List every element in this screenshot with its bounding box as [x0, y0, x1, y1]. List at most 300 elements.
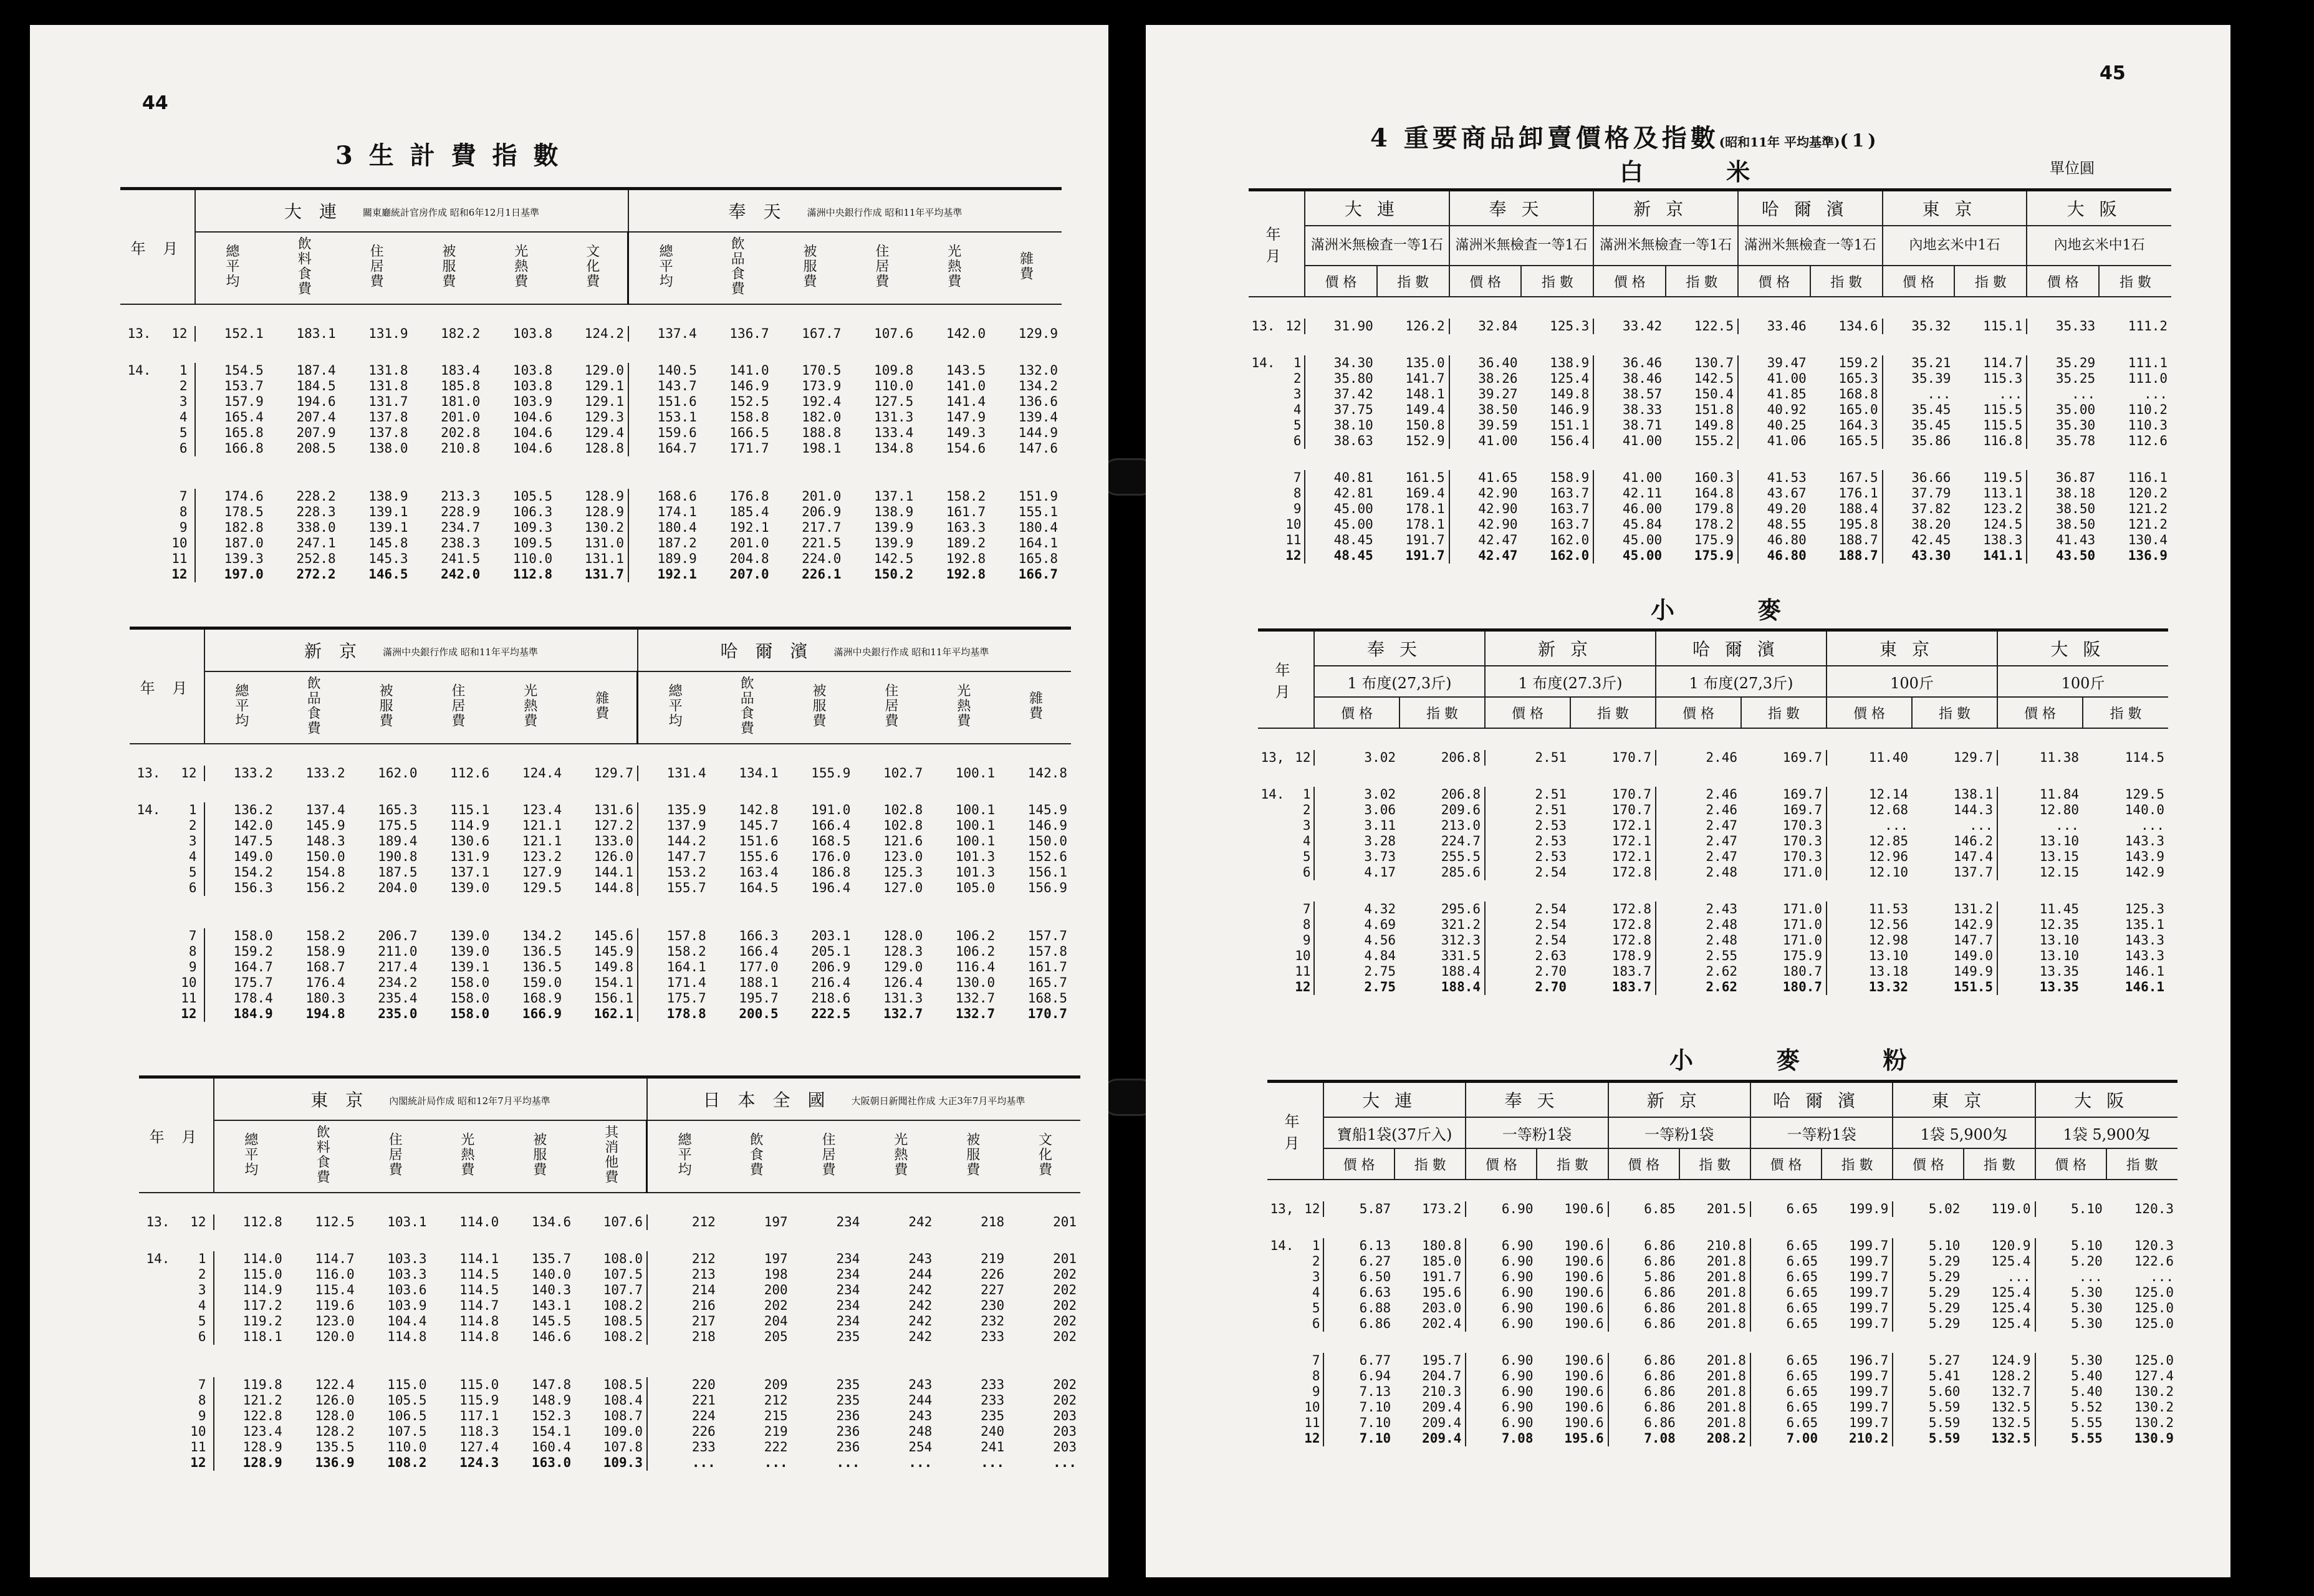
- index-cell: 122.6: [2134, 1254, 2174, 1269]
- price-cell: 12.80: [1997, 802, 2083, 818]
- value-cell: 207.9: [296, 425, 336, 440]
- index-cell: 331.5: [1441, 948, 1481, 963]
- price-cell: 46.80: [1738, 532, 1810, 548]
- index-cell: 190.6: [1564, 1238, 1604, 1253]
- table-row: [120, 363, 1062, 378]
- index-cell: 130.7: [1694, 355, 1734, 370]
- price-header: 價 格: [1893, 1148, 1964, 1180]
- value-cell: 144.2: [638, 834, 710, 849]
- unit-header: 內地玄米中1石: [1883, 226, 2027, 266]
- year-month-cell: [1267, 1316, 1323, 1332]
- value-cell: 107.5: [603, 1267, 643, 1282]
- year-month-cell: [120, 567, 195, 582]
- city-name: 東京: [310, 1090, 381, 1110]
- year-month-header: 年 月: [130, 628, 204, 744]
- index-cell: 138.1: [1953, 787, 1993, 802]
- year-month-cell: [1249, 371, 1305, 387]
- price-cell: 12.10: [1827, 865, 1912, 880]
- table-row: [130, 959, 1071, 975]
- index-cell: 195.7: [1422, 1353, 1462, 1368]
- city-header: 奉天: [1466, 1082, 1608, 1118]
- value-cell: 186.8: [811, 865, 851, 880]
- month-cell: 12: [181, 766, 197, 781]
- value-cell: 195.7: [739, 991, 779, 1006]
- value-cell: 131.1: [584, 551, 624, 566]
- column-header: [999, 671, 1071, 744]
- table-row: [1267, 1238, 2177, 1254]
- value-cell: 234.2: [378, 975, 418, 990]
- value-cell: 127.9: [522, 865, 562, 880]
- value-cell: 127.0: [883, 880, 923, 895]
- year-month-cell: [120, 378, 195, 394]
- price-cell: 5.29: [1893, 1300, 1964, 1316]
- value-cell: 192.1: [628, 567, 701, 582]
- value-cell: 166.4: [811, 818, 851, 833]
- price-cell: 2.48: [1656, 865, 1741, 880]
- value-cell: 112.8: [214, 1214, 286, 1230]
- value-cell: 168.7: [305, 959, 345, 974]
- index-header: 指 數: [2083, 697, 2168, 728]
- year-month-cell: [1249, 418, 1305, 433]
- value-cell: 142.0: [204, 818, 277, 834]
- value-cell: 129.7: [593, 766, 633, 781]
- year-cell: 13,: [1260, 750, 1285, 765]
- column-header: [286, 1120, 358, 1193]
- table-row: [1267, 1269, 2177, 1285]
- price-cell: 5.29: [1893, 1269, 1964, 1285]
- year-month-cell: [130, 849, 204, 865]
- value-cell: 151.9: [1018, 489, 1058, 504]
- price-header: 價 格: [1593, 266, 1666, 297]
- value-cell: 166.9: [522, 1006, 562, 1021]
- value-cell: 242: [908, 1282, 933, 1297]
- value-cell: 144.1: [593, 865, 633, 880]
- year-cell: 14.: [146, 1251, 170, 1266]
- value-cell: 119.8: [214, 1377, 286, 1393]
- value-cell: 187.2: [628, 536, 701, 551]
- index-cell: 175.9: [1694, 532, 1734, 547]
- value-cell: 211.0: [378, 944, 418, 959]
- month-cell: 7: [1302, 901, 1311, 916]
- year-month-cell: [1258, 802, 1314, 818]
- month-cell: 6: [198, 1329, 206, 1344]
- index-cell: 191.7: [1405, 532, 1445, 547]
- value-cell: 105.0: [955, 880, 996, 895]
- index-cell: 130.9: [2134, 1431, 2174, 1446]
- index-cell: 149.0: [1953, 948, 1993, 963]
- price-cell: 6.77: [1323, 1353, 1395, 1368]
- value-cell: 200: [764, 1282, 788, 1297]
- value-cell: 137.9: [638, 818, 710, 834]
- price-header: 價 格: [1827, 697, 1912, 728]
- price-cell: 6.27: [1323, 1254, 1395, 1269]
- price-cell: 5.30: [2035, 1300, 2106, 1316]
- index-cell: 170.7: [1611, 787, 1651, 802]
- month-cell: 6: [179, 441, 188, 456]
- month-cell: 5: [1293, 418, 1302, 433]
- value-cell: 159.6: [628, 425, 701, 441]
- index-cell: ...: [1999, 387, 2023, 401]
- column-header: [484, 232, 556, 304]
- value-cell: 240: [981, 1424, 1005, 1439]
- value-cell: 226.1: [802, 567, 842, 582]
- value-cell: 191.0: [811, 802, 851, 817]
- table-row: [130, 865, 1071, 880]
- value-cell: 242: [908, 1329, 933, 1344]
- value-cell: 174.1: [628, 504, 701, 520]
- column-label: 住居費: [882, 683, 898, 728]
- city-header: 大連: [1323, 1082, 1466, 1118]
- price-cell: 45.00: [1305, 517, 1377, 532]
- index-cell: 190.6: [1564, 1384, 1604, 1399]
- value-cell: ...: [647, 1455, 719, 1471]
- price-cell: 7.10: [1323, 1415, 1395, 1431]
- unit-header: 1袋 5,900匁: [2035, 1117, 2177, 1148]
- index-cell: 132.5: [1991, 1415, 2031, 1430]
- index-cell: 147.4: [1953, 849, 1993, 864]
- value-cell: 100.1: [955, 834, 996, 848]
- year-month-cell: [120, 536, 195, 551]
- price-cell: 6.86: [1323, 1316, 1395, 1332]
- index-cell: 169.7: [1782, 787, 1822, 802]
- value-cell: 149.3: [946, 425, 986, 440]
- value-cell: 168.9: [522, 991, 562, 1006]
- price-cell: 6.86: [1608, 1368, 1679, 1384]
- year-month-cell: [120, 326, 195, 342]
- index-cell: 201.8: [1706, 1353, 1746, 1368]
- value-cell: 108.2: [603, 1329, 643, 1344]
- index-cell: 113.1: [1983, 486, 2023, 501]
- value-cell: 166.3: [739, 928, 779, 943]
- value-cell: 121.1: [522, 834, 562, 848]
- index-cell: 175.9: [1694, 548, 1734, 563]
- price-cell: 6.85: [1608, 1201, 1679, 1217]
- table-row: [1267, 1415, 2177, 1431]
- value-cell: 135.7: [531, 1251, 572, 1266]
- value-cell: 158.0: [450, 991, 490, 1006]
- unit-header: 1袋 5,900匁: [1893, 1117, 2035, 1148]
- index-cell: 149.4: [1405, 402, 1445, 417]
- value-cell: 244: [908, 1267, 933, 1282]
- price-cell: 42.47: [1449, 548, 1522, 564]
- value-cell: 218: [647, 1329, 719, 1345]
- index-cell: 130.2: [2134, 1384, 2174, 1399]
- column-label: 總平均: [223, 244, 239, 289]
- value-cell: 102.8: [883, 802, 923, 817]
- table-row: [1249, 371, 2171, 387]
- value-cell: 126.4: [883, 975, 923, 990]
- value-cell: 165.3: [378, 802, 418, 817]
- index-cell: 132.5: [1991, 1431, 2031, 1446]
- value-cell: 189.2: [946, 536, 986, 550]
- price-cell: 6.90: [1466, 1368, 1537, 1384]
- column-header: [277, 671, 349, 744]
- price-cell: 3.28: [1314, 834, 1399, 849]
- index-cell: 168.8: [1838, 387, 1878, 401]
- index-cell: 125.0: [2134, 1285, 2174, 1300]
- index-cell: 201.8: [1706, 1400, 1746, 1415]
- value-cell: 192.8: [946, 551, 986, 566]
- year-month-header: 年 月: [139, 1077, 214, 1193]
- price-cell: 38.26: [1449, 371, 1522, 387]
- month-cell: 11: [171, 551, 188, 566]
- year-month-header: 年 月: [1258, 630, 1314, 729]
- price-cell: 5.27: [1893, 1353, 1964, 1368]
- price-cell: 46.80: [1738, 548, 1810, 564]
- table-row: [1258, 750, 2168, 766]
- value-cell: 178.5: [195, 504, 267, 520]
- value-cell: 213: [647, 1267, 719, 1282]
- value-cell: 220: [647, 1377, 719, 1393]
- month-cell: 2: [1312, 1254, 1320, 1269]
- month-cell: 10: [171, 536, 188, 550]
- column-header: [638, 671, 710, 744]
- value-cell: 168.5: [1027, 991, 1067, 1006]
- value-cell: 156.9: [1027, 880, 1067, 895]
- price-cell: 48.45: [1305, 548, 1377, 564]
- left-page: [30, 25, 1108, 1577]
- value-cell: 160.4: [531, 1440, 572, 1454]
- index-cell: 147.7: [1953, 933, 1993, 948]
- index-cell: 209.4: [1422, 1415, 1462, 1430]
- column-header: [358, 1120, 431, 1193]
- value-cell: 202: [1053, 1329, 1077, 1344]
- index-cell: 162.0: [1550, 548, 1590, 563]
- value-cell: 109.8: [874, 363, 914, 378]
- column-label: 被服費: [964, 1132, 980, 1177]
- table-row: [1258, 948, 2168, 964]
- price-cell: 42.90: [1449, 501, 1522, 517]
- value-cell: 235: [836, 1377, 860, 1392]
- index-cell: 123.2: [1983, 501, 2023, 516]
- value-cell: 170.7: [1027, 1006, 1067, 1021]
- value-cell: 202: [1053, 1282, 1077, 1297]
- value-cell: 163.0: [531, 1455, 572, 1470]
- index-cell: 151.1: [1550, 418, 1590, 433]
- price-cell: 37.42: [1305, 387, 1377, 402]
- index-cell: 128.2: [1991, 1368, 2031, 1383]
- value-cell: 132.7: [883, 1006, 923, 1021]
- table-row: [130, 1006, 1071, 1022]
- column-label: 光熱費: [954, 683, 971, 728]
- value-cell: ...: [1053, 1455, 1077, 1470]
- index-cell: 111.2: [2128, 319, 2168, 334]
- year-month-cell: [1249, 387, 1305, 402]
- table-row: [120, 425, 1062, 441]
- index-cell: 155.2: [1694, 433, 1734, 448]
- value-cell: 101.3: [955, 849, 996, 864]
- index-cell: 141.7: [1405, 371, 1445, 386]
- value-cell: 119.6: [315, 1298, 355, 1313]
- index-header: 指 數: [1822, 1148, 1893, 1180]
- year-month-cell: [1267, 1201, 1323, 1217]
- value-cell: 108.0: [603, 1251, 643, 1266]
- price-cell: 41.06: [1738, 433, 1810, 449]
- value-cell: 136.6: [1018, 394, 1058, 409]
- value-cell: 128.9: [584, 504, 624, 519]
- month-cell: 7: [198, 1377, 206, 1392]
- value-cell: 158.2: [946, 489, 986, 504]
- index-cell: 170.7: [1611, 750, 1651, 765]
- value-cell: 132.7: [955, 991, 996, 1006]
- price-cell: 2.54: [1485, 865, 1570, 880]
- month-cell: 1: [198, 1251, 206, 1266]
- value-cell: 145.3: [368, 551, 408, 566]
- price-cell: 6.86: [1608, 1300, 1679, 1316]
- value-cell: 103.6: [387, 1282, 427, 1297]
- value-cell: 128.2: [315, 1424, 355, 1439]
- price-cell: 34.30: [1305, 355, 1377, 371]
- year-month-cell: [1267, 1254, 1323, 1269]
- year-month-cell: [139, 1314, 214, 1329]
- price-header: 價 格: [1485, 697, 1570, 728]
- price-cell: 11.40: [1827, 750, 1912, 766]
- value-cell: 137.1: [874, 489, 914, 504]
- value-cell: 136.5: [522, 959, 562, 974]
- month-cell: 3: [1312, 1269, 1320, 1284]
- source-note: 滿洲中央銀行作成 昭和11年平均基準: [833, 647, 989, 658]
- table-row: [139, 1455, 1080, 1471]
- value-cell: 152.5: [729, 394, 769, 409]
- price-cell: 38.10: [1305, 418, 1377, 433]
- price-cell: 6.90: [1466, 1415, 1537, 1431]
- column-header: [647, 1120, 719, 1193]
- value-cell: 209: [764, 1377, 788, 1392]
- index-cell: 120.2: [2128, 486, 2168, 501]
- price-cell: 6.65: [1750, 1238, 1822, 1254]
- value-cell: 137.4: [628, 326, 701, 342]
- value-cell: ...: [981, 1455, 1005, 1470]
- value-cell: 115.0: [459, 1377, 499, 1392]
- price-cell: 12.96: [1827, 849, 1912, 865]
- year-month-cell: [1258, 979, 1314, 995]
- table-row: [1267, 1285, 2177, 1300]
- table-row: [1258, 917, 2168, 933]
- value-cell: 109.3: [512, 520, 553, 535]
- price-cell: 41.43: [2027, 532, 2099, 548]
- value-cell: 228.2: [296, 489, 336, 504]
- index-cell: 165.5: [1838, 433, 1878, 448]
- index-cell: 169.7: [1782, 802, 1822, 817]
- year-month-cell: [1249, 402, 1305, 418]
- table-cost-of-living-1: [120, 187, 1062, 582]
- month-cell: 5: [179, 425, 188, 440]
- value-cell: 145.5: [531, 1314, 572, 1329]
- table-row: [1249, 548, 2171, 564]
- value-cell: 338.0: [296, 520, 336, 535]
- price-cell: 6.65: [1750, 1384, 1822, 1400]
- value-cell: 108.4: [603, 1393, 643, 1408]
- table-row: [1267, 1201, 2177, 1217]
- price-cell: 41.00: [1593, 470, 1666, 486]
- index-cell: ...: [2144, 387, 2168, 401]
- source-note: 滿洲中央銀行作成 昭和11年平均基準: [807, 207, 963, 218]
- value-cell: 146.9: [1027, 818, 1067, 833]
- value-cell: 212: [647, 1214, 719, 1230]
- index-cell: 210.2: [1849, 1431, 1889, 1446]
- year-month-cell: [120, 551, 195, 567]
- index-cell: 167.5: [1838, 470, 1878, 485]
- price-cell: 35.32: [1883, 319, 1955, 334]
- price-cell: 6.50: [1323, 1269, 1395, 1285]
- index-cell: 203.0: [1422, 1300, 1462, 1315]
- value-cell: 222.5: [811, 1006, 851, 1021]
- value-cell: 112.8: [512, 567, 553, 582]
- column-header: [773, 232, 845, 304]
- value-cell: 214: [647, 1282, 719, 1298]
- index-cell: 201.8: [1706, 1415, 1746, 1430]
- price-cell: 37.75: [1305, 402, 1377, 418]
- value-cell: 158.2: [305, 928, 345, 943]
- index-cell: 125.3: [2124, 901, 2164, 916]
- index-cell: 143.9: [2124, 849, 2164, 864]
- month-cell: 5: [1312, 1300, 1320, 1315]
- price-cell: 7.13: [1323, 1384, 1395, 1400]
- year-month-cell: [139, 1393, 214, 1408]
- value-cell: 147.5: [204, 834, 277, 849]
- price-cell: 2.70: [1485, 964, 1570, 979]
- unit-header: 滿洲米無檢査一等1石: [1449, 226, 1594, 266]
- value-cell: 128.0: [315, 1408, 355, 1423]
- value-cell: 194.6: [296, 394, 336, 409]
- value-cell: 114.7: [315, 1251, 355, 1266]
- value-cell: 122.8: [214, 1408, 286, 1424]
- index-cell: 190.6: [1564, 1254, 1604, 1269]
- price-cell: 42.81: [1305, 486, 1377, 501]
- index-cell: 199.7: [1849, 1415, 1889, 1430]
- year-month-cell: [1258, 948, 1314, 964]
- index-cell: 190.6: [1564, 1300, 1604, 1315]
- year-month-cell: [139, 1267, 214, 1282]
- price-cell: 2.54: [1485, 901, 1570, 917]
- index-cell: 169.7: [1782, 750, 1822, 765]
- index-header: 指 數: [1810, 266, 1883, 297]
- value-cell: 163.3: [946, 520, 986, 535]
- value-cell: 170.5: [802, 363, 842, 378]
- price-cell: 6.65: [1750, 1269, 1822, 1285]
- year-month-cell: [120, 425, 195, 441]
- index-cell: 209.4: [1422, 1400, 1462, 1415]
- value-cell: 124.4: [522, 766, 562, 781]
- table-row: [1249, 532, 2171, 548]
- value-cell: 106.3: [512, 504, 553, 519]
- index-cell: 206.8: [1441, 787, 1481, 802]
- year-month-cell: [1249, 355, 1305, 371]
- value-cell: 206.7: [378, 928, 418, 943]
- value-cell: 166.8: [195, 441, 267, 456]
- value-cell: 235.0: [378, 1006, 418, 1021]
- price-cell: 2.53: [1485, 818, 1570, 834]
- value-cell: 126.0: [593, 849, 633, 864]
- city-header: 奉天: [1449, 190, 1594, 226]
- value-cell: 242: [908, 1314, 933, 1329]
- year-month-cell: [130, 818, 204, 834]
- price-cell: 12.85: [1827, 834, 1912, 849]
- index-cell: 180.8: [1422, 1238, 1462, 1253]
- value-cell: 190.8: [378, 849, 418, 864]
- month-cell: 7: [1293, 470, 1302, 485]
- index-cell: 125.4: [1991, 1285, 2031, 1300]
- index-cell: 163.7: [1550, 486, 1590, 501]
- year-cell: 13.: [127, 326, 151, 341]
- index-cell: 201.8: [1706, 1285, 1746, 1300]
- value-cell: 192.8: [946, 567, 986, 582]
- year-cell: 13,: [1270, 1201, 1294, 1216]
- value-cell: 139.4: [1018, 410, 1058, 425]
- value-cell: 131.7: [584, 567, 624, 582]
- value-cell: 176.4: [305, 975, 345, 990]
- price-cell: ...: [1883, 387, 1955, 402]
